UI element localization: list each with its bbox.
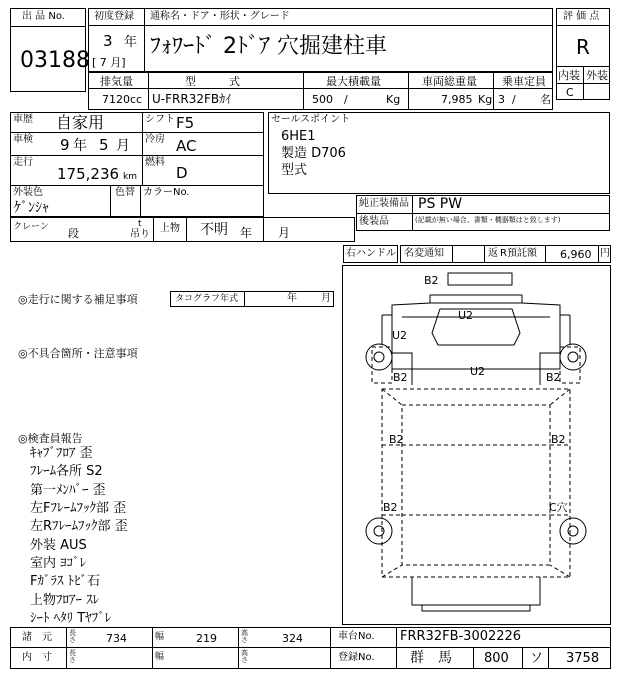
genuine-equipment-value: PS PW <box>418 196 463 212</box>
sales-point-line: 6HE1 <box>281 129 316 144</box>
inspection-year-unit: 年 <box>73 138 87 154</box>
mileage-value: 175,236 <box>57 165 120 183</box>
type-value: U-FRR32FBｶｲ <box>152 92 232 106</box>
genuine-equipment-label: 純正装備品 <box>359 198 409 209</box>
seating-label: 乗車定員 <box>502 75 546 88</box>
inspector-note: ｼｰﾄ ﾍﾀﾘ Tﾔﾌﾞﾚ <box>30 611 112 626</box>
damage-mark-b2-left-wheel: B2 <box>393 371 408 384</box>
tachograph-month-unit: 月 <box>321 293 331 304</box>
width-value: 219 <box>196 632 217 645</box>
inspector-note: 左Rﾌﾚｰﾑﾌｯｸ部 歪 <box>30 519 128 534</box>
damage-mark-u2-left: U2 <box>392 329 408 342</box>
registration-class: 800 <box>484 651 509 666</box>
first-reg-year-unit: 年 <box>124 35 138 50</box>
inspector-note: ｷｬﾌﾞﾌﾛｱ 歪 <box>30 446 93 461</box>
lot-no-label: 出 品 No. <box>22 11 65 22</box>
width-label: 幅 <box>155 632 165 642</box>
upper-label: 上物 <box>160 223 180 234</box>
history-label: 車歴 <box>13 114 33 125</box>
displacement-unit: cc <box>130 93 143 106</box>
driving-notes-heading: ◎走行に関する補足事項 <box>18 293 138 306</box>
height-label: 高さ <box>241 649 248 665</box>
color-number-label: カラーNo. <box>143 187 190 198</box>
inspection-month-unit: 月 <box>116 138 130 154</box>
inspector-note: 第一ﾒﾝﾊﾞｰ 歪 <box>30 483 106 498</box>
history-value: 自家用 <box>56 113 105 132</box>
capacity-value: 500 <box>312 93 333 106</box>
height-label: 高さ <box>241 629 248 645</box>
ac-value: AC <box>176 137 197 155</box>
first-reg-month: [ 7 月] <box>92 56 126 69</box>
registration-no-label: 登録No. <box>338 652 375 663</box>
deposit-label: 返 <box>488 248 498 259</box>
inspector-note: 室内 ﾖｺﾞﾚ <box>30 556 87 571</box>
transfer-label: 名変通知 <box>404 248 444 259</box>
sales-point-label: セールスポイント <box>271 114 351 125</box>
crane-label: クレーン <box>13 222 49 232</box>
chassis-no-label: 車台No. <box>338 631 375 642</box>
tachograph-label: タコグラフ年式 <box>175 294 239 304</box>
defects-heading: ◎不具合箇所・注意事項 <box>18 347 138 360</box>
ac-label: 冷房 <box>145 134 165 145</box>
upper-year-unit: 年 <box>240 226 253 240</box>
chassis-no-value: FRR32FB-3002226 <box>400 629 522 644</box>
registration-number: 3758 <box>566 651 600 666</box>
gross-weight-unit: Kg <box>478 93 493 106</box>
length-label: 長さ <box>69 629 76 645</box>
damage-mark-u2-center: U2 <box>470 365 486 378</box>
length-value: 734 <box>106 632 127 645</box>
damage-mark-top: B2 <box>424 274 439 287</box>
rhd-value: 右ハンドル <box>346 248 396 259</box>
inspector-note: 外装 AUS <box>30 538 87 553</box>
recycle-value: 6,960 <box>560 248 592 261</box>
crane-row <box>10 217 355 242</box>
sales-point-line: 製造 D706 <box>281 146 346 161</box>
color-change-label: 色替 <box>115 187 135 198</box>
inspector-note: 上物ﾌﾛｱｰ ｽﾚ <box>30 593 100 608</box>
lot-number: 03188 <box>20 48 90 73</box>
damage-mark-b2-rear-left: B2 <box>383 501 398 514</box>
vehicle-name: ﾌｫﾜｰﾄﾞ 2ﾄﾞｱ 穴掘建柱車 <box>150 34 387 59</box>
capacity-label: 最大積載量 <box>326 75 381 88</box>
inspection-year: 9 <box>60 136 70 154</box>
exterior-color-label: 外装色 <box>13 187 43 198</box>
damage-mark-u2-upper: U2 <box>458 309 474 322</box>
inspection-label: 車検 <box>13 134 33 145</box>
type-label: 型 式 <box>185 75 240 88</box>
width-label: 幅 <box>155 652 165 662</box>
rating-label: 評 価 点 <box>563 11 600 22</box>
capacity-separator: / <box>344 93 348 106</box>
interior-dims-row-label: 内 寸 <box>22 652 52 663</box>
displacement-label: 排気量 <box>100 75 133 88</box>
sales-point-line: 型式 <box>281 163 308 178</box>
model-label: 通称名・ドア・形状・グレード <box>150 11 290 22</box>
exterior-grade-label: 外装 <box>586 69 608 82</box>
registration-region: 群 馬 <box>410 650 452 666</box>
first-reg-label: 初度登録 <box>94 11 134 22</box>
interior-grade: C <box>566 86 574 99</box>
first-reg-year: 3 <box>103 32 113 50</box>
aftermarket-note: (記載が無い場合、書類・機器類はと致します) <box>415 216 561 224</box>
gross-weight-label: 車両総重量 <box>422 75 477 88</box>
seating-separator: / <box>512 93 516 106</box>
exterior-color-value: ｹﾞﾝｼｬ <box>14 200 49 216</box>
specs-row-label: 諸 元 <box>22 632 52 643</box>
shift-value: F5 <box>176 114 195 132</box>
rating-value: R <box>576 35 590 59</box>
inspector-note: Fｶﾞﾗｽ ﾄﾋﾞ石 <box>30 574 101 589</box>
yen-unit: 円 <box>600 248 610 259</box>
gross-weight-value: 7,985 <box>441 93 473 106</box>
damage-mark-b2-mid-right: B2 <box>551 433 566 446</box>
damage-mark-b2-right-wheel: B2 <box>546 371 561 384</box>
damage-mark-c-hole: C穴 <box>549 501 568 514</box>
inspector-note: 左Fﾌﾚｰﾑﾌｯｸ部 歪 <box>30 501 127 516</box>
length-label: 長さ <box>69 649 76 665</box>
interior-grade-label: 内装 <box>558 69 580 82</box>
capacity-unit: Kg <box>386 93 401 106</box>
inspector-note: ﾌﾚｰﾑ各所 S2 <box>30 464 103 479</box>
seating-value: 3 <box>498 93 505 106</box>
crane-lift-unit: 吊り <box>130 229 150 240</box>
shift-label: シフト <box>145 114 175 125</box>
inspector-heading: ◎検査員報告 <box>18 432 83 445</box>
displacement-value: 7120 <box>102 93 130 106</box>
crane-ton-unit: t <box>138 219 142 229</box>
truck-diagram <box>342 265 611 625</box>
mileage-unit: km <box>123 172 137 182</box>
registration-kana: ソ <box>530 651 544 666</box>
fuel-value: D <box>176 164 188 182</box>
tachograph-year-unit: 年 <box>287 293 297 304</box>
upper-month-unit: 月 <box>278 226 291 240</box>
inspection-month: 5 <box>99 136 109 154</box>
mileage-label: 走行 <box>13 157 33 168</box>
fuel-label: 燃料 <box>145 157 165 168</box>
recycle-label: R預託額 <box>500 248 537 259</box>
damage-mark-b2-mid-left: B2 <box>389 433 404 446</box>
height-value: 324 <box>282 632 303 645</box>
upper-value: 不明 <box>200 222 228 238</box>
aftermarket-label: 後装品 <box>359 216 389 227</box>
crane-steps-unit: 段 <box>68 227 79 240</box>
seating-unit: 名 <box>540 93 551 106</box>
